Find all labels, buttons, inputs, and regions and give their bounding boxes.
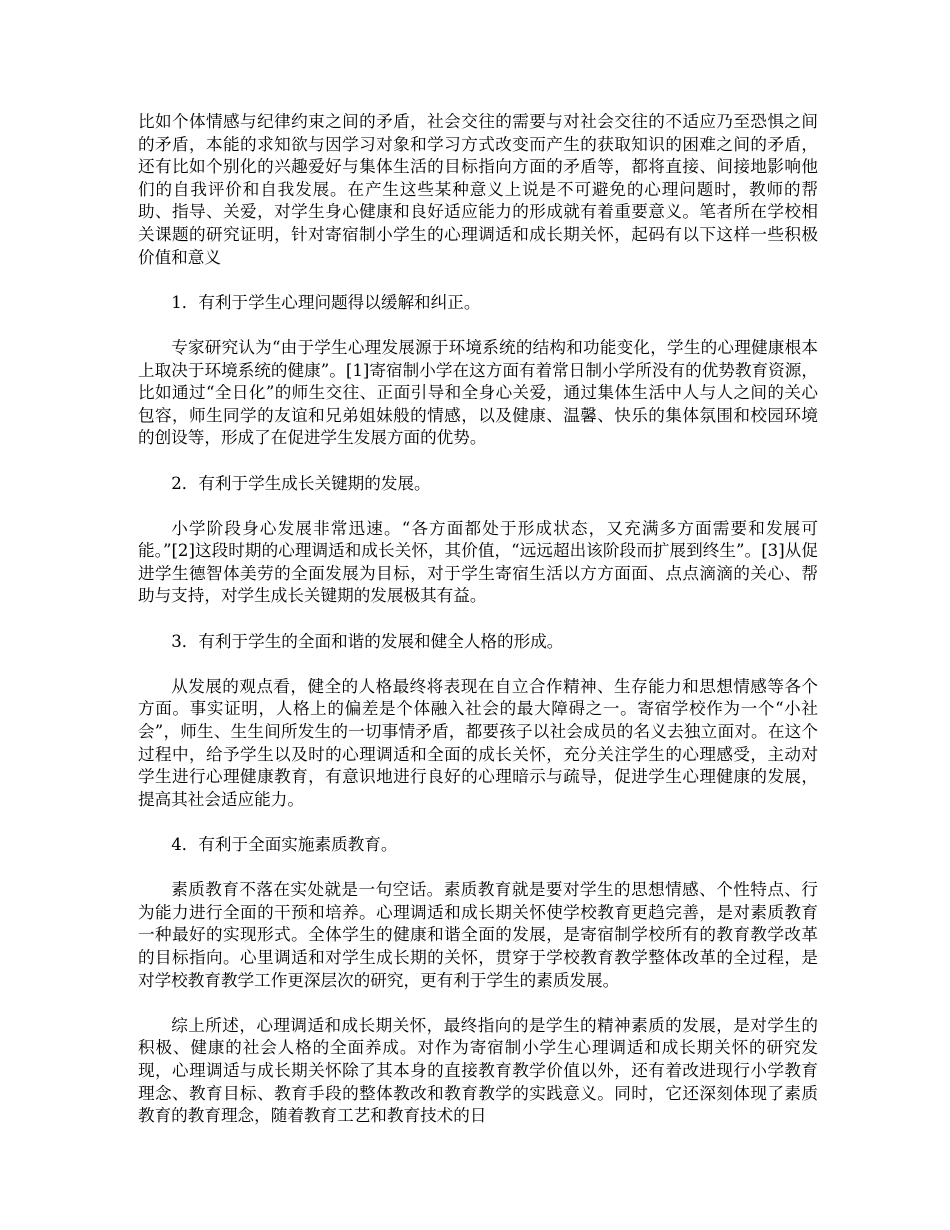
paragraph-gap: [138, 450, 818, 473]
heading-point-3: 3．有利于学生的全面和谐的发展和健全人格的形成。: [171, 631, 564, 651]
heading-point-1: 1．有利于学生心理问题得以缓解和纠正。: [171, 292, 481, 312]
paragraph-gap: [138, 653, 818, 676]
paragraph-gap: [138, 269, 818, 292]
document-body: [138, 111, 818, 1128]
paragraph-point-2: 小学阶段身心发展非常迅速。“各方面都处于形成状态，又充满多方面需要和发展可能。”[2]这段时期的心理调适和成长关怀，其价值，“远远超出该阶段而扩展到终生”。[3]从促进学生德智体美劳的全面发展为目标，对于学生寄宿生活以方方面面、点点滴滴的关心、帮助与支持，对学生成长关键期的发展极其有益。: [138, 518, 818, 606]
heading-point-2: 2．有利于学生成长关键期的发展。: [171, 473, 431, 493]
paragraph-gap: [138, 314, 818, 337]
paragraph-gap: [138, 495, 818, 518]
paragraph-intro: 比如个体情感与纪律约束之间的矛盾，社会交往的需要与对社会交往的不适应乃至恐惧之间的矛盾，本能的求知欲与因学习对象和学习方式改变而产生的获取知识的困难之间的矛盾，还有比如个别化的兴趣爱好与集体生活的目标指向方面的矛盾等，都将直接、间接地影响他们的自我评价和自我发展。在产生这些某种意义上说是不可避免的心理问题时，教师的帮助、指导、关爱，对学生身心健康和良好适应能力的形成就有着重要意义。笔者所在学校相关课题的研究证明，针对寄宿制小学生的心理调适和成长期关怀，起码有以下这样一些积极价值和意义: [138, 112, 818, 267]
paragraph-gap: [138, 992, 818, 1015]
paragraph-point-4: 素质教育不落在实处就是一句空话。素质教育就是要对学生的思想情感、个性特点、行为能力进行全面的干预和培养。心理调适和成长期关怀使学校教育更趋完善，是对素质教育一种最好的实现形式。全体学生的健康和谐全面的发展，是寄宿制学校所有的教育教学改革的目标指向。心里调适和对学生成长期的关怀，贯穿于学校教育教学整体改革的全过程，是对学校教育教学工作更深层次的研究，更有利于学生的素质发展。: [138, 880, 818, 990]
heading-point-4: 4．有利于全面实施素质教育。: [171, 835, 398, 854]
paragraph-gap: [138, 608, 818, 631]
paragraph-gap: [138, 811, 818, 834]
paragraph-conclusion: 综上所述，心理调适和成长期关怀，最终指向的是学生的精神素质的发展，是对学生的积极、健康的社会人格的全面养成。对作为寄宿制小学生心理调适和成长期关怀的研究发现，心理调适与成长期关怀除了其本身的直接教育教学价值以外，还有着改进现行小学教育理念、教育目标、教育手段的整体教改和教育教学的实践意义。同时，它还深刻体现了素质教育的教育理念，随着教育工艺和教育技术的日: [138, 1015, 818, 1126]
paragraph-point-1: 专家研究认为“由于学生心理发展源于环境系统的结构和功能变化，学生的心理健康根本上取决于环境系统的健康”。[1]寄宿制小学在这方面有着常日制小学所没有的优势教育资源，比如通过“全日化”的师生交往、正面引导和全身心关爱，通过集体生活中人与人之间的关心包容，师生同学的友谊和兄弟姐妹般的情感，以及健康、温馨、快乐的集体氛围和校园环境的创设等，形成了在促进学生发展方面的优势。: [138, 337, 818, 448]
paragraph-point-3: 从发展的观点看，健全的人格最终将表现在自立合作精神、生存能力和思想情感等各个方面。事实证明，人格上的偏差是个体融入社会的最大障碍之一。寄宿学校作为一个“小社会”，师生、生生间所发生的一切事情矛盾，都要孩子以社会成员的名义去独立面对。在这个过程中，给予学生以及时的心理调适和全面的成长关怀，充分关注学生的心理感受，主动对学生进行心理健康教育，有意识地进行良好的心理暗示与疏导，促进学生心理健康的发展，提高其社会适应能力。: [138, 676, 818, 809]
paragraph-gap: [138, 857, 818, 880]
